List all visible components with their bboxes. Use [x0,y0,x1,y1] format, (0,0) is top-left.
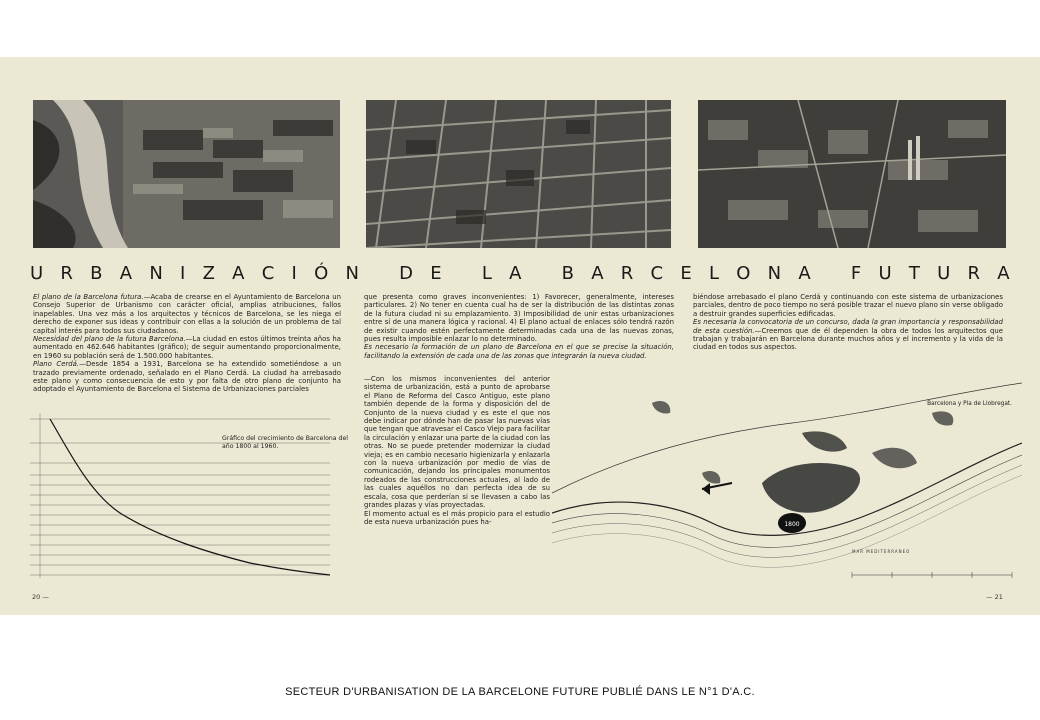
headline-letter [459,263,465,284]
headline-letter: N [767,262,782,284]
paragraph-1: El plano de la Barcelona futura.—Acaba de crearse en el Ayuntamiento de Barcelona un Consejo Superior de Urbanismo con carácter oficial, amplias atribuciones, fallos inapelables. Una vez más a los arquitectos y técnicos de Barcelona, se les niega el derecho de exponer sus ideas y contribuir con ellas a la solución de un problema de tal capital interés para todos sus ciudadanos. [33,293,341,335]
headline-letter: B [561,262,574,284]
headline-letter: R [967,262,981,284]
paragraph-4: que presenta como graves inconvenientes: 1) Favorecer, generalmente, intereses particulares. 2) No tener en cuenta cual ha de ser la distribución de las distintas zonas de la futura ciudad ni su emplazamiento. 3) Imposibilidad de unir estas urbanizaciones entre sí de una manera lógica y racional. 4) El plano actual de enlaces sólo tendrá razón de existir cuando estén perfectamente determinadas cada una de las nuevas zonas, pues resulta imposible enlazar lo no determinado. [364,293,674,344]
map-center-label: 1800 [784,521,800,528]
text-column-2 [364,293,674,360]
headline-letter: A [119,262,133,284]
paragraph-2: Necesidad del plano de la futura Barcelona.—La ciudad en estos últimos treinta años ha aumentado en 462.646 habitantes (gráfico); de seguir aumentando proporcionalmente, en 1960 su población será de 1.500.000 habitantes. [33,335,341,360]
headline-letter: E [680,262,692,284]
headline-letter: N [345,262,359,284]
paragraph-3: Plano Cerdá.—Desde 1854 a 1931, Barcelona se ha extendido sometiéndose a un trazado previamente ordenado, señalado en el Plano Cerdá. La ciudad ha arrebasado este plano y como consecuencia de esto y por falta de otro plano de conjunto ha adoptado el Ayuntamiento de Barcelona el Sistema de Urbanizaciones parciales [33,360,341,394]
headline-letter: E [430,262,442,284]
article-headline [30,260,1010,286]
headline-letter: O [736,262,751,284]
headline-letter: C [261,262,275,284]
headline-letter: T [908,262,920,284]
headline-letter: L [481,262,492,284]
text-column-2-narrow [364,375,550,526]
aerial-photo-river-fields [33,100,340,248]
paragraph-6: —Con los mismos inconvenientes del anterior sistema de urbanización, está a punto de aprobarse el Plano de Reforma del Casco Antiguo, este plano también depende de la forma y disposición del de Conjunto de la nueva ciudad y es este el que nos debe indicar por dónde han de pasar las nuevas vías que tengan que atravesar el Casco Viejo para facilitar la circulación y enlazar una parte de la ciudad con las otras. No se puede pretender modernizar la ciudad vieja; es en cambio necesario higienizarla y enlazarla con la nueva urbanización por medio de vías de comunicación, dejando los principales monumentos rodeados de las construcciones actuales, al lado de las cuales aquéllos no dan perfecta idea de su escala, cosa que perderían si se llevasen a cabo las grandes plazas y vías proyectadas. [364,375,550,510]
magazine-spread [0,57,1040,615]
headline-letter: U [878,262,892,284]
paragraph-9: Es necesaria la convocatoria de un concurso, dada la gran importancia y responsabilidad de esta cuestión.—Creemos que de él dependen la obra de todos los arquitectos que trabajan y trabajarán en Barcelona durante muchos años y el incremento y la vida de la ciudad en todos sus aspectos. [693,318,1003,352]
headline-letter: C [650,262,664,284]
headline-letter: Z [202,262,215,284]
text-column-3 [693,293,1003,352]
headline-letter: A [798,262,811,284]
headline-letter: R [60,262,73,284]
headline-letter: N [149,262,163,284]
map-caption: Barcelona y Pla de Llobregat. [927,401,1012,407]
headline-letter: L [708,262,719,284]
headline-letter: I [291,262,297,284]
headline-letter: U [30,262,44,284]
headline-letter [539,263,545,284]
headline-letter: A [232,262,245,284]
headline-letter [376,263,382,284]
headline-letter: A [997,262,1010,284]
sea-label: MAR MEDITERRANEO [852,549,911,554]
paragraph-8: biéndose arrebasado el plano Cerdá y continuando con este sistema de urbanizaciones parciales, dentro de poco tiempo no será posible trazar el nuevo plano sin verse obligado a destruir grandes superficies edificadas. [693,293,1003,318]
page-number-left: 20 — [32,593,49,601]
headline-letter [828,263,834,284]
text-column-1 [33,293,341,394]
headline-letter: F [850,262,862,284]
aerial-photo-3-image [698,100,1006,248]
paragraph-5-italic: Es necesario la formación de un plano de Barcelona en el que se precise la situación, facilitando la extensión de cada una de las zonas que integrarán la nueva ciudad. [364,343,674,360]
headline-letter: I [180,262,186,284]
headline-letter: R [620,262,634,284]
aerial-photo-1-image [33,100,340,248]
paragraph-7: El momento actual es el más propicio para el estudio de esta nueva urbanización pues ha- [364,509,550,526]
graph-caption: Gráfico del crecimiento de Barcelona del año 1800 al 1960. [222,435,348,450]
aerial-photo-old-city [698,100,1006,248]
figure-caption: SECTEUR D'URBANISATION DE LA BARCELONE FUTURE PUBLIÉ DANS LE N°1 D'A.C. [285,686,755,698]
headline-letter: U [937,262,951,284]
headline-letter: B [90,262,103,284]
headline-letter: Ó [314,262,329,284]
headline-letter: A [509,262,522,284]
headline-letter: A [591,262,604,284]
aerial-photo-eixample-grid [366,100,671,248]
page-number-right: — 21 [986,593,1003,601]
aerial-photo-2-image [366,100,671,248]
headline-letter: D [399,262,414,284]
